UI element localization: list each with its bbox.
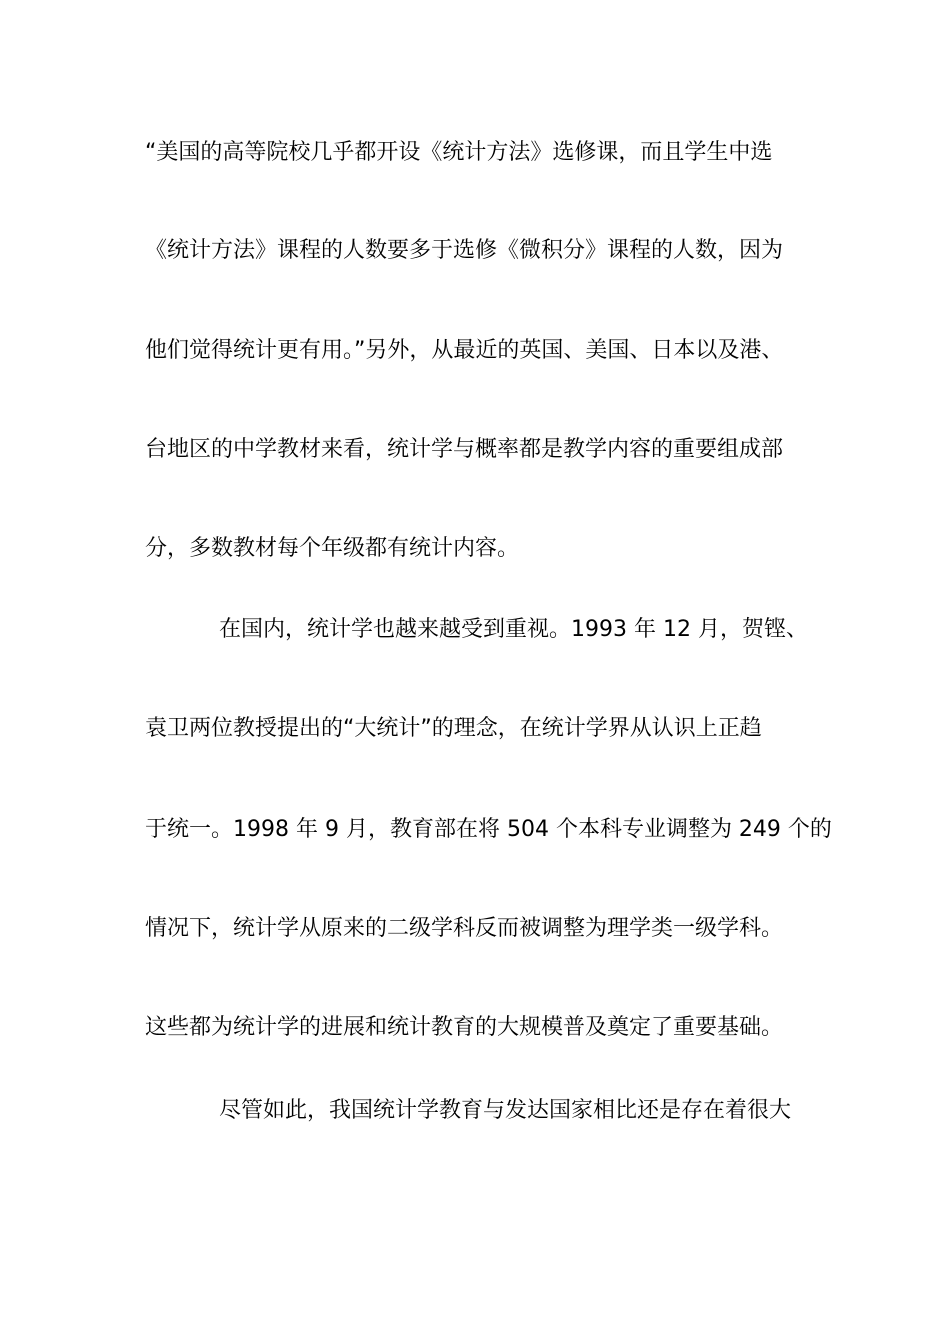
paragraph-start-line: 在国内，统计学也越来越受到重视。1993 年 12 月，贺铿、 xyxy=(219,617,808,642)
text-line: 台地区的中学教材来看，统计学与概率都是教学内容的重要组成部 xyxy=(145,437,784,462)
text-line: 这些都为统计学的进展和统计教育的大规模普及奠定了重要基础。 xyxy=(145,1015,784,1040)
text-line: 他们觉得统计更有用。”另外，从最近的英国、美国、日本以及港、 xyxy=(145,338,784,363)
text-line: 于统一。1998 年 9 月，教育部在将 504 个本科专业调整为 249 个的 xyxy=(145,817,832,842)
text-line: 情况下，统计学从原来的二级学科反而被调整为理学类一级学科。 xyxy=(145,916,784,941)
paragraph-start-line: 尽管如此，我国统计学教育与发达国家相比还是存在着很大 xyxy=(219,1098,792,1123)
text-line: 袁卫两位教授提出的“大统计”的理念，在统计学界从认识上正趋 xyxy=(145,716,762,741)
text-line: “美国的高等院校几乎都开设《统计方法》选修课，而且学生中选 xyxy=(145,140,773,165)
text-line: 《统计方法》课程的人数要多于选修《微积分》课程的人数，因为 xyxy=(145,238,784,263)
text-line: 分，多数教材每个年级都有统计内容。 xyxy=(145,536,520,561)
